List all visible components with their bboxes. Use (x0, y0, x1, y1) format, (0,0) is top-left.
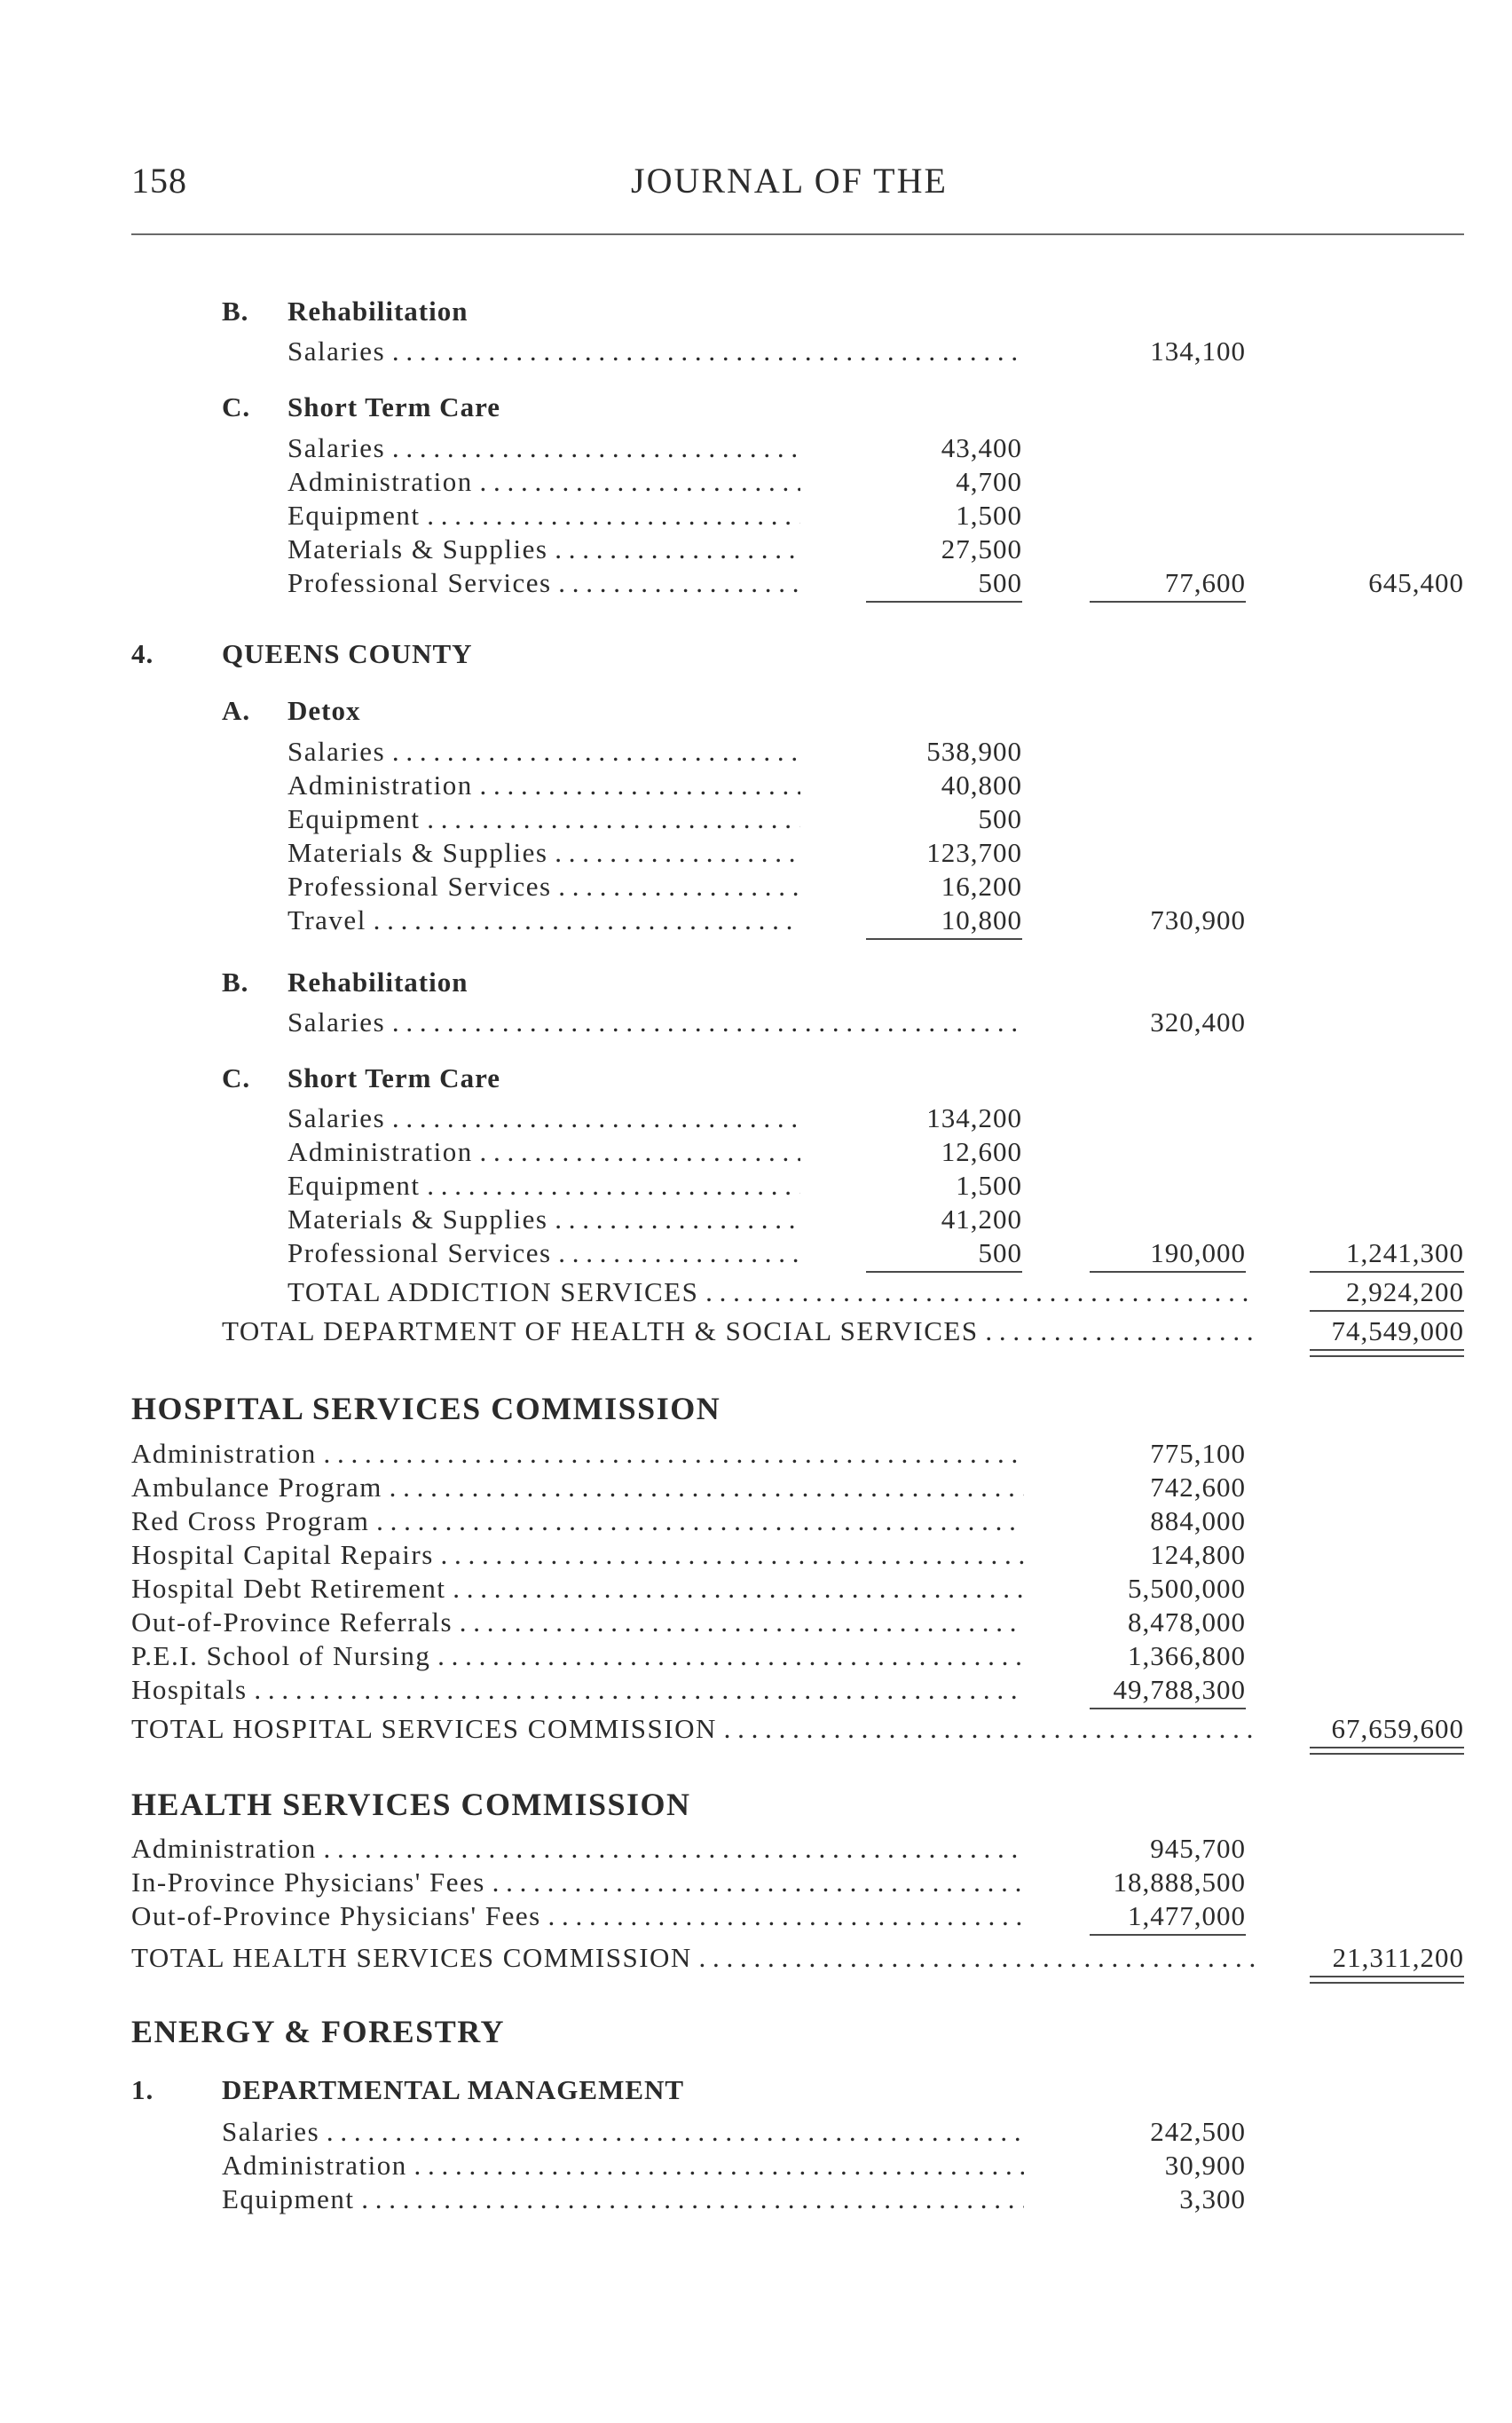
amount-value: 1,500 (956, 500, 1022, 531)
subtotal-value: 1,477,000 (1128, 1900, 1246, 1931)
amount-value: 12,600 (941, 1136, 1022, 1167)
amount-value: 41,200 (941, 1204, 1022, 1235)
double-underline (1310, 1753, 1464, 1755)
underline (866, 601, 1022, 603)
subsection-letter: C. (222, 391, 251, 422)
line-item-label: Equipment . . . (287, 1170, 800, 1202)
underline (1090, 601, 1246, 603)
section-heading: QUEENS COUNTY (222, 638, 473, 669)
subsection-letter: C. (222, 1062, 251, 1093)
line-item-label: Equipment . . . (287, 803, 800, 835)
amount-value: 43,400 (941, 432, 1022, 463)
underline (1310, 1271, 1464, 1273)
line-item-label: Materials & Supplies . . . (287, 837, 800, 869)
subsection-heading: Detox (287, 695, 361, 726)
line-item-label: Hospital Debt Retirement . . . (131, 1573, 1024, 1605)
line-item-label: Professional Services . . . (287, 871, 800, 903)
line-item-label: Administration . . . (287, 466, 800, 498)
subtotal-value: 742,600 (1150, 1472, 1246, 1503)
line-item-label: Equipment . . . (287, 500, 800, 532)
subtotal-value: 3,300 (1179, 2183, 1246, 2214)
line-item-label: Administration . . . (222, 2150, 1024, 2182)
amount-value: 538,900 (926, 736, 1022, 767)
underline (1090, 1271, 1246, 1273)
underline (866, 1271, 1022, 1273)
section-heading: HEALTH SERVICES COMMISSION (131, 1787, 691, 1822)
line-item-label: Salaries . . . (287, 432, 800, 464)
line-item-label: Administration . . . (287, 770, 800, 801)
line-item-label: Hospital Capital Repairs . . . (131, 1539, 1024, 1571)
double-underline (1310, 1976, 1464, 1977)
line-item-label: Salaries . . . (287, 1102, 800, 1134)
header-rule (131, 233, 1464, 235)
line-item-label: Administration . . . (287, 1136, 800, 1168)
section-number: 1. (131, 2074, 154, 2105)
line-item-label: Administration . . . (131, 1833, 1024, 1865)
line-item-label: Salaries . . . (287, 335, 1024, 367)
amount-value: 16,200 (941, 871, 1022, 902)
double-underline (1310, 1982, 1464, 1984)
subtotal-value: 945,700 (1150, 1833, 1246, 1864)
line-item-label: Out-of-Province Physicians' Fees . . . (131, 1900, 1024, 1932)
journal-title: JOURNAL OF THE (631, 161, 948, 201)
total-value: 1,241,300 (1346, 1237, 1464, 1268)
subsection-heading: Rehabilitation (287, 296, 469, 327)
line-item-label: Professional Services . . . (287, 567, 800, 599)
amount-value: 27,500 (941, 533, 1022, 564)
line-item-label: Materials & Supplies . . . (287, 1204, 800, 1235)
total-value: 21,311,200 (1332, 1942, 1464, 1973)
double-underline (1310, 1355, 1464, 1357)
subtotal-value: 8,478,000 (1128, 1606, 1246, 1638)
line-item-label: Materials & Supplies . . . (287, 533, 800, 565)
double-underline (1310, 1349, 1464, 1351)
subtotal-value: 5,500,000 (1128, 1573, 1246, 1604)
subsection-heading: Short Term Care (287, 391, 501, 422)
subtotal-value: 18,888,500 (1113, 1867, 1246, 1898)
subsection-heading: Short Term Care (287, 1062, 501, 1093)
amount-value: 4,700 (956, 466, 1022, 497)
subsection-letter: A. (222, 695, 251, 726)
double-underline (1310, 1747, 1464, 1748)
subsection-heading: DEPARTMENTAL MANAGEMENT (222, 2074, 685, 2105)
section-heading: ENERGY & FORESTRY (131, 2014, 505, 2049)
underline (1090, 1934, 1246, 1936)
subtotal-value: 730,900 (1150, 904, 1246, 935)
total-label: TOTAL HEALTH SERVICES COMMISSION . . . (131, 1942, 1255, 1974)
total-value: 67,659,600 (1331, 1713, 1464, 1744)
subtotal-value: 134,100 (1150, 335, 1246, 367)
subsection-letter: B. (222, 296, 249, 327)
amount-value: 40,800 (941, 770, 1022, 801)
page-number: 158 (131, 161, 187, 201)
line-item-label: Salaries . . . (287, 736, 800, 768)
section-heading: HOSPITAL SERVICES COMMISSION (131, 1391, 721, 1426)
amount-value: 500 (978, 803, 1022, 834)
total-label: TOTAL DEPARTMENT OF HEALTH & SOCIAL SERVICES . . . (222, 1315, 1255, 1347)
subtotal-value: 884,000 (1150, 1505, 1246, 1536)
line-item-label: Hospitals . . . (131, 1674, 1024, 1706)
line-item-label: Administration . . . (131, 1438, 1024, 1470)
amount-value: 500 (978, 567, 1022, 598)
amount-value: 10,800 (941, 904, 1022, 935)
subtotal-value: 190,000 (1150, 1237, 1246, 1268)
amount-value: 500 (978, 1237, 1022, 1268)
line-item-label: Salaries . . . (222, 2116, 1024, 2148)
line-item-label: Red Cross Program . . . (131, 1505, 1024, 1537)
subtotal-value: 320,400 (1150, 1006, 1246, 1038)
underline (1090, 1708, 1246, 1709)
amount-value: 1,500 (956, 1170, 1022, 1201)
underline (866, 938, 1022, 940)
line-item-label: In-Province Physicians' Fees . . . (131, 1867, 1024, 1898)
subsection-heading: Rehabilitation (287, 967, 469, 998)
subtotal-value: 1,366,800 (1128, 1640, 1246, 1671)
line-item-label: Travel . . . (287, 904, 800, 936)
total-value: 74,549,000 (1331, 1315, 1464, 1346)
line-item-label: Out-of-Province Referrals . . . (131, 1606, 1024, 1638)
amount-value: 123,700 (926, 837, 1022, 868)
subsection-letter: B. (222, 967, 249, 998)
section-number: 4. (131, 638, 154, 669)
total-value: 2,924,200 (1346, 1276, 1464, 1307)
amount-value: 134,200 (926, 1102, 1022, 1133)
line-item-label: Professional Services . . . (287, 1237, 800, 1269)
subtotal-value: 242,500 (1150, 2116, 1246, 2147)
subtotal-value: 49,788,300 (1113, 1674, 1246, 1705)
subtotal-value: 124,800 (1150, 1539, 1246, 1570)
line-item-label: Ambulance Program . . . (131, 1472, 1024, 1504)
total-label: TOTAL ADDICTION SERVICES . . . (287, 1276, 1255, 1308)
line-item-label: P.E.I. School of Nursing . . . (131, 1640, 1024, 1672)
subtotal-value: 775,100 (1150, 1438, 1246, 1469)
total-label: TOTAL HOSPITAL SERVICES COMMISSION . . . (131, 1713, 1255, 1745)
total-value: 645,400 (1368, 567, 1464, 598)
line-item-label: Equipment . . . (222, 2183, 1024, 2215)
subtotal-value: 30,900 (1164, 2150, 1246, 2181)
underline (1310, 1310, 1464, 1312)
line-item-label: Salaries . . . (287, 1006, 1024, 1038)
subtotal-value: 77,600 (1164, 567, 1246, 598)
